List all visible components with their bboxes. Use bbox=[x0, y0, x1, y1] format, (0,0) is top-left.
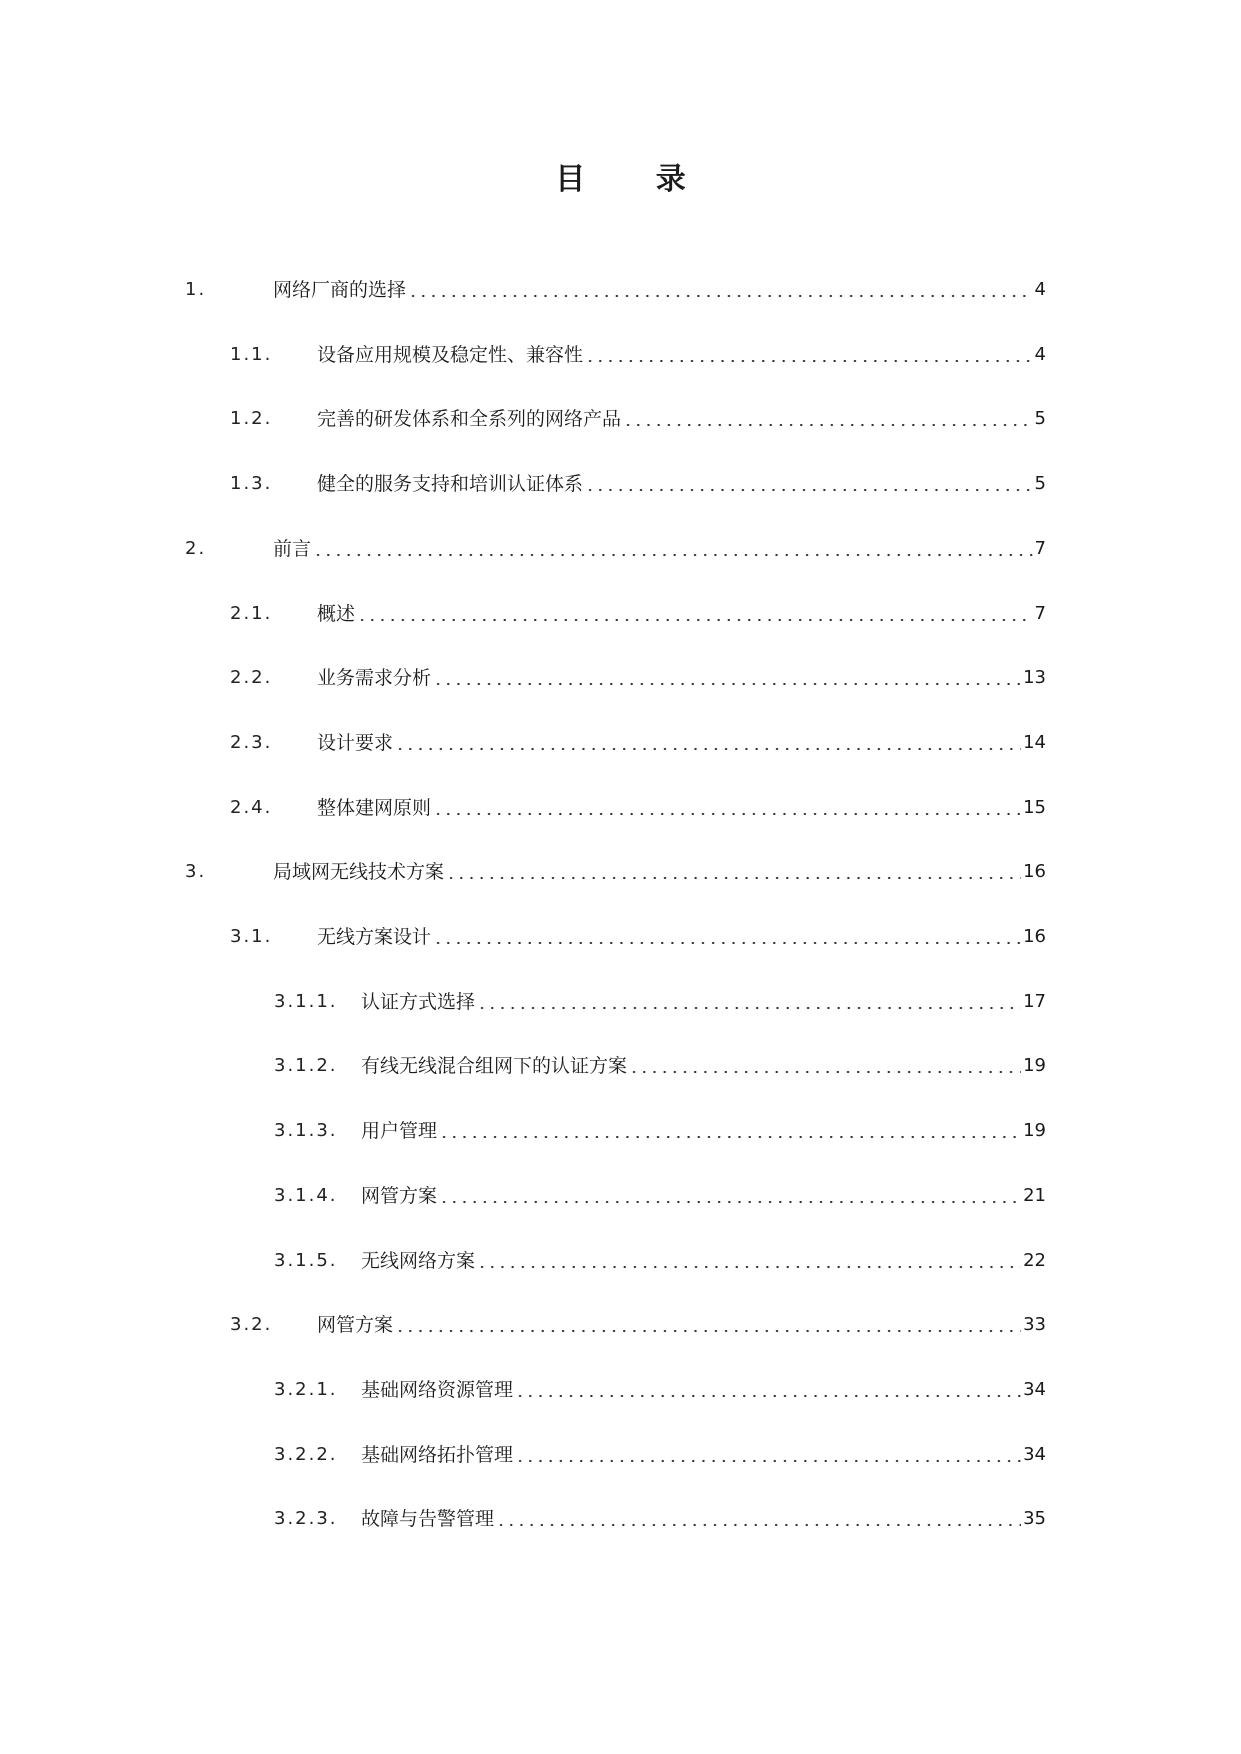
toc-entry[interactable] bbox=[0, 1440, 1241, 1470]
toc-leader-dots bbox=[395, 734, 1021, 764]
toc-entry-number: 3.1. bbox=[230, 926, 273, 947]
toc-leader-dots bbox=[623, 410, 1033, 440]
toc-entry-number: 3.1.5. bbox=[274, 1249, 338, 1271]
toc-entry-number: 3.1.3. bbox=[274, 1120, 338, 1142]
toc-entry[interactable] bbox=[0, 663, 1241, 693]
toc-leader-dots bbox=[629, 1057, 1021, 1087]
toc-leader-dots bbox=[439, 1122, 1021, 1152]
toc-leader-dots bbox=[439, 1187, 1021, 1217]
toc-entry-number: 2.2. bbox=[230, 667, 273, 689]
toc-leader-dots bbox=[515, 1381, 1021, 1411]
toc-entry-page-number: 4 bbox=[1033, 275, 1046, 305]
toc-leader-dots bbox=[313, 540, 1033, 570]
toc-entry[interactable] bbox=[0, 275, 1241, 305]
toc-entry-number: 1.3. bbox=[230, 473, 273, 495]
toc-entry-label: 无线方案设计 bbox=[317, 922, 433, 952]
toc-entry[interactable] bbox=[0, 922, 1241, 952]
toc-entry-page-number: 35 bbox=[1021, 1504, 1046, 1534]
toc-entry-label: 业务需求分析 bbox=[317, 663, 433, 693]
toc-leader-dots bbox=[585, 475, 1033, 505]
toc-entry-page-number: 7 bbox=[1033, 534, 1046, 564]
toc-entry-page-number: 13 bbox=[1021, 663, 1046, 693]
toc-leader-dots bbox=[477, 1252, 1021, 1282]
toc-entry-label: 网管方案 bbox=[317, 1310, 395, 1340]
toc-entry-page-number: 34 bbox=[1021, 1375, 1046, 1405]
toc-entry[interactable] bbox=[0, 340, 1241, 370]
toc-entry-number: 3.2.2. bbox=[274, 1443, 338, 1465]
toc-entry-label: 认证方式选择 bbox=[361, 987, 477, 1017]
toc-entry[interactable] bbox=[0, 1116, 1241, 1146]
toc-entry-label: 完善的研发体系和全系列的网络产品 bbox=[317, 404, 623, 434]
toc-leader-dots bbox=[496, 1510, 1021, 1540]
toc-title: 目 录 bbox=[555, 162, 716, 197]
toc-entry-number: 1.2. bbox=[230, 408, 273, 430]
toc-entry[interactable] bbox=[0, 1246, 1241, 1276]
toc-entry-number: 3.2.1. bbox=[274, 1378, 338, 1400]
toc-entry[interactable] bbox=[0, 469, 1241, 499]
toc-entry-page-number: 14 bbox=[1021, 728, 1046, 758]
toc-entry-number: 3.2. bbox=[230, 1314, 273, 1336]
toc-entry-page-number: 19 bbox=[1021, 1051, 1046, 1081]
toc-leader-dots bbox=[446, 863, 1021, 893]
toc-entry[interactable] bbox=[0, 728, 1241, 758]
toc-entry-number: 2.4. bbox=[230, 796, 273, 818]
toc-entry-page-number: 16 bbox=[1021, 922, 1046, 952]
toc-entry[interactable] bbox=[0, 987, 1241, 1017]
toc-entry-label: 基础网络资源管理 bbox=[361, 1375, 515, 1405]
toc-leader-dots bbox=[395, 1316, 1021, 1346]
toc-entry-label: 故障与告警管理 bbox=[361, 1504, 496, 1534]
toc-entry-number: 1.1. bbox=[230, 343, 273, 365]
toc-entry-page-number: 16 bbox=[1021, 857, 1046, 887]
toc-entry-label: 无线网络方案 bbox=[361, 1246, 477, 1276]
toc-entry-label: 设计要求 bbox=[317, 728, 395, 758]
toc-entry[interactable] bbox=[0, 793, 1241, 823]
toc-leader-dots bbox=[515, 1446, 1021, 1476]
toc-entry-number: 2. bbox=[185, 537, 207, 559]
toc-entry[interactable] bbox=[0, 1310, 1241, 1340]
toc-entry-page-number: 21 bbox=[1021, 1181, 1046, 1211]
toc-entry-label: 局域网无线技术方案 bbox=[273, 857, 446, 887]
toc-entry-label: 整体建网原则 bbox=[317, 793, 433, 823]
toc-entry-page-number: 19 bbox=[1021, 1116, 1046, 1146]
toc-leader-dots bbox=[433, 799, 1021, 829]
toc-entry-number: 2.3. bbox=[230, 731, 273, 753]
toc-entry-page-number: 33 bbox=[1021, 1310, 1046, 1340]
toc-entry-label: 健全的服务支持和培训认证体系 bbox=[317, 469, 585, 499]
toc-entry[interactable] bbox=[0, 599, 1241, 629]
toc-leader-dots bbox=[357, 605, 1033, 635]
toc-entry[interactable] bbox=[0, 1375, 1241, 1405]
toc-leader-dots bbox=[433, 669, 1021, 699]
toc-entry-label: 网络厂商的选择 bbox=[273, 275, 408, 305]
toc-entry-page-number: 7 bbox=[1033, 599, 1046, 629]
toc-entry-number: 3. bbox=[185, 861, 207, 883]
toc-entry-number: 3.1.4. bbox=[274, 1184, 338, 1206]
toc-entry-page-number: 5 bbox=[1033, 404, 1046, 434]
toc-entry-number: 3.2.3. bbox=[274, 1508, 338, 1530]
toc-leader-dots bbox=[408, 281, 1033, 311]
toc-entry-page-number: 22 bbox=[1021, 1246, 1046, 1276]
toc-entry-page-number: 15 bbox=[1021, 793, 1046, 823]
toc-entry[interactable] bbox=[0, 1051, 1241, 1081]
toc-entry-label: 概述 bbox=[317, 599, 357, 629]
toc-entry-label: 前言 bbox=[273, 534, 313, 564]
toc-entry-number: 2.1. bbox=[230, 602, 273, 624]
toc-leader-dots bbox=[433, 928, 1021, 958]
toc-entry-page-number: 34 bbox=[1021, 1440, 1046, 1470]
toc-entry[interactable] bbox=[0, 1504, 1241, 1534]
toc-entry-page-number: 17 bbox=[1021, 987, 1046, 1017]
toc-entry-label: 网管方案 bbox=[361, 1181, 439, 1211]
toc-entry-label: 基础网络拓扑管理 bbox=[361, 1440, 515, 1470]
toc-entry[interactable] bbox=[0, 404, 1241, 434]
toc-entry[interactable] bbox=[0, 857, 1241, 887]
toc-entry-number: 1. bbox=[185, 279, 207, 300]
toc-leader-dots bbox=[477, 993, 1021, 1023]
toc-entry-label: 设备应用规模及稳定性、兼容性 bbox=[317, 340, 585, 370]
toc-leader-dots bbox=[585, 346, 1033, 376]
toc-entry-number: 3.1.1. bbox=[274, 990, 338, 1012]
toc-entry-page-number: 4 bbox=[1033, 340, 1046, 370]
toc-entry-label: 有线无线混合组网下的认证方案 bbox=[361, 1051, 629, 1081]
toc-entry-page-number: 5 bbox=[1033, 469, 1046, 499]
toc-entry[interactable] bbox=[0, 1181, 1241, 1211]
toc-entry-label: 用户管理 bbox=[361, 1116, 439, 1146]
toc-entry[interactable] bbox=[0, 534, 1241, 564]
toc-entry-number: 3.1.2. bbox=[274, 1055, 338, 1077]
